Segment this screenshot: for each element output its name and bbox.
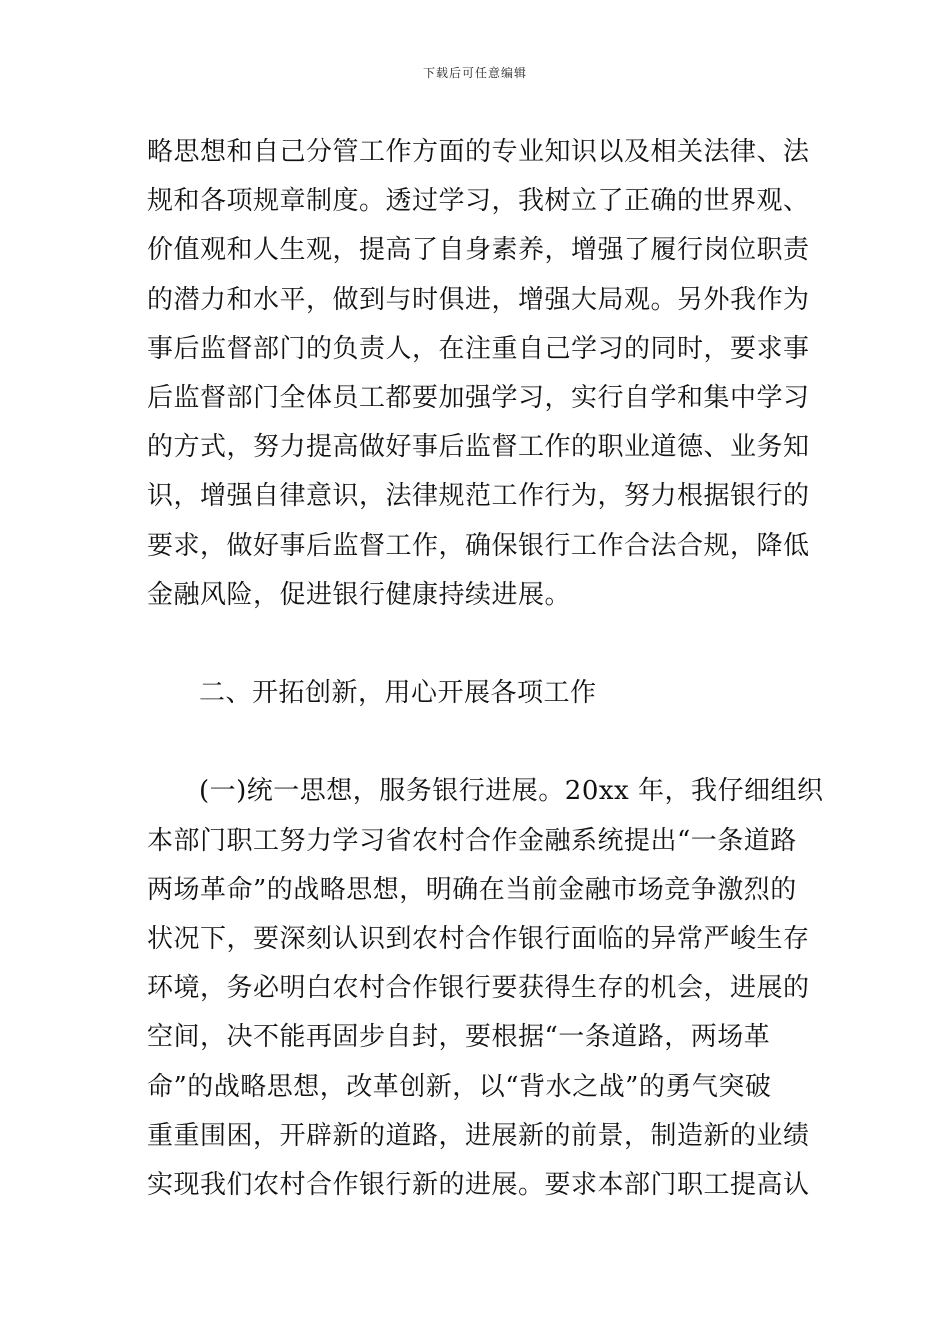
document-body bbox=[147, 128, 824, 1210]
text-line: 要求，做好事后监督工作，确保银行工作合法合规，降低 bbox=[147, 530, 810, 561]
paragraph-gap bbox=[147, 620, 807, 669]
text-line: 命”的战略思想，改革创新，以“背水之战”的勇气突破 bbox=[147, 1071, 772, 1102]
text-line: 规和各项规章制度。透过学习，我树立了正确的世界观、 bbox=[147, 186, 810, 217]
text-line: 实现我们农村合作银行新的进展。要求本部门职工提高认 bbox=[147, 1169, 810, 1200]
text-line: 事后监督部门的负责人，在注重自己学习的同时，要求事 bbox=[147, 333, 810, 364]
text-line: 本部门职工努力学习省农村合作金融系统提出“一条道路 bbox=[147, 825, 797, 856]
text-line: 两场革命”的战略思想，明确在当前金融市场竞争激烈的 bbox=[147, 874, 797, 905]
text-line: 金融风险，促进银行健康持续进展。 bbox=[147, 579, 572, 610]
paragraph-gap bbox=[147, 718, 807, 767]
text-line: 环境，务必明白农村合作银行要获得生存的机会，进展的 bbox=[147, 973, 810, 1004]
text-line: 的潜力和水平，做到与时俱进，增强大局观。另外我作为 bbox=[147, 284, 810, 315]
paragraph-2 bbox=[147, 767, 824, 1210]
text-line: 后监督部门全体员工都要加强学习，实行自学和集中学习 bbox=[147, 382, 810, 413]
paragraph-1 bbox=[147, 128, 810, 620]
text-line: 识，增强自律意识，法律规范工作行为，努力根据银行的 bbox=[147, 481, 810, 512]
page-header: 下载后可任意编辑 bbox=[422, 66, 527, 80]
section-heading: 二、开拓创新，用心开展各项工作 bbox=[199, 678, 597, 709]
text-line: 状况下，要深刻认识到农村合作银行面临的异常严峻生存 bbox=[147, 924, 810, 954]
text-line: 略思想和自己分管工作方面的专业知识以及相关法律、法 bbox=[147, 137, 810, 167]
text-line: 的方式，努力提高做好事后监督工作的职业道德、业务知 bbox=[147, 432, 810, 463]
text-line: 价值观和人生观，提高了自身素养，增强了履行岗位职责 bbox=[147, 235, 810, 266]
text-line: 空间，决不能再固步自封，要根据“一条道路，两场革 bbox=[147, 1022, 771, 1053]
text-line: (一)统一思想，服务银行进展。20xx 年，我仔细组织 bbox=[199, 776, 824, 807]
text-line: 重重围困，开辟新的道路，进展新的前景，制造新的业绩 bbox=[147, 1120, 810, 1151]
